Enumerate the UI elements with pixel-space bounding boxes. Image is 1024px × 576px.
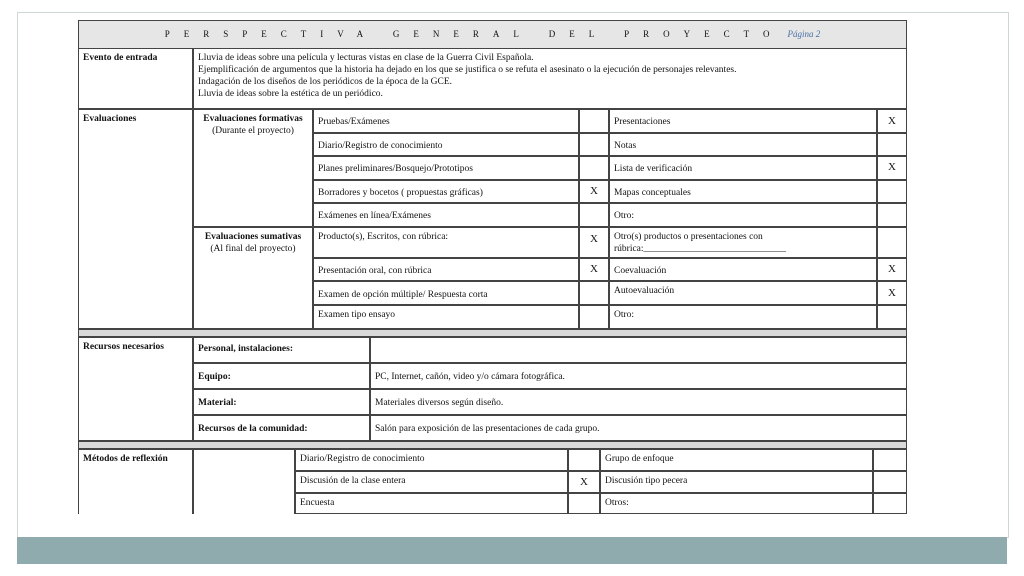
evento-line: Lluvia de ideas sobre la estética de un periódico. — [198, 89, 383, 99]
evento-line: Lluvia de ideas sobre una película y lecturas vistas en clase de la Guerra Civil Española. — [198, 53, 534, 63]
page-number: Página 2 — [787, 29, 821, 39]
sumativas-title: Evaluaciones sumativas — [204, 232, 302, 242]
metodos-check — [568, 449, 600, 471]
sumativas-check — [579, 281, 609, 305]
recursos-key: Personal, instalaciones: — [193, 337, 370, 363]
metodos-check — [873, 493, 907, 514]
sumativas-subtitle: (Al final del proyecto) — [210, 244, 296, 254]
formativas-check — [579, 203, 609, 227]
formativas-check — [877, 203, 907, 227]
sumativas-check — [877, 227, 907, 258]
metodos-spacer — [193, 449, 295, 514]
formativas-check: X — [579, 180, 609, 203]
metodos-item: Grupo de enfoque — [600, 449, 873, 471]
formativas-item: Diario/Registro de conocimiento — [313, 133, 579, 156]
formativas-heading — [193, 109, 313, 227]
evento-content — [193, 48, 907, 109]
sumativas-check: X — [877, 258, 907, 281]
metodos-check: X — [568, 471, 600, 493]
formativas-check — [579, 133, 609, 156]
metodos-label: Métodos de reflexión — [78, 449, 193, 514]
metodos-item: Encuesta — [295, 493, 568, 514]
metodos-check — [568, 493, 600, 514]
section-separator — [78, 329, 907, 337]
sumativas-item: Examen de opción múltiple/ Respuesta corta — [313, 281, 579, 305]
evaluaciones-label: Evaluaciones — [78, 109, 193, 329]
document-title: PERSPECTIVA GENERAL DEL PROYECTO — [164, 29, 784, 39]
formativas-check: X — [877, 156, 907, 180]
metodos-check — [873, 471, 907, 493]
recursos-value — [370, 337, 907, 363]
formativas-check — [877, 133, 907, 156]
metodos-item: Diario/Registro de conocimiento — [295, 449, 568, 471]
document-title-bar — [78, 20, 907, 49]
formativas-item: Presentaciones — [609, 109, 877, 133]
bottom-accent-bar — [17, 537, 1007, 564]
recursos-value: Salón para exposición de las presentaciones de cada grupo. — [370, 415, 907, 441]
formativas-subtitle: (Durante el proyecto) — [212, 126, 294, 136]
project-overview-document — [78, 20, 907, 514]
sumativas-check — [579, 305, 609, 329]
recursos-key: Recursos de la comunidad: — [193, 415, 370, 441]
metodos-check — [873, 449, 907, 471]
formativas-item: Planes preliminares/Bosquejo/Prototipos — [313, 156, 579, 180]
sumativas-item: Examen tipo ensayo — [313, 305, 579, 329]
sumativas-check: X — [579, 258, 609, 281]
formativas-item: Notas — [609, 133, 877, 156]
evento-label: Evento de entrada — [78, 48, 193, 109]
formativas-check: X — [877, 109, 907, 133]
evento-line: Indagación de los diseños de los periódicos de la época de la GCE. — [198, 77, 453, 87]
recursos-label: Recursos necesarios — [78, 337, 193, 441]
formativas-check — [877, 180, 907, 203]
metodos-item: Discusión de la clase entera — [295, 471, 568, 493]
sumativas-check: X — [579, 227, 609, 258]
sumativas-item: Producto(s), Escritos, con rúbrica: — [313, 227, 579, 258]
recursos-key: Equipo: — [193, 363, 370, 389]
formativas-item: Mapas conceptuales — [609, 180, 877, 203]
formativas-check — [579, 109, 609, 133]
sumativas-item: Autoevaluación — [609, 281, 877, 305]
evento-line: Ejemplificación de argumentos que la historia ha dejado en los que se justifica o se refuta el asesinato o la ejecución de personajes relevantes. — [198, 65, 737, 75]
formativas-item: Exámenes en línea/Exámenes — [313, 203, 579, 227]
formativas-check — [579, 156, 609, 180]
sumativas-item: Otro(s) productos o presentaciones con rúbrica:______________________________ — [609, 227, 877, 258]
recursos-value: PC, Internet, cañón, video y/o cámara fotográfica. — [370, 363, 907, 389]
recursos-key: Material: — [193, 389, 370, 415]
formativas-item: Pruebas/Exámenes — [313, 109, 579, 133]
sumativas-item: Otro: — [609, 305, 877, 329]
formativas-item: Otro: — [609, 203, 877, 227]
recursos-value: Materiales diversos según diseño. — [370, 389, 907, 415]
section-separator — [78, 441, 907, 449]
metodos-item: Discusión tipo pecera — [600, 471, 873, 493]
sumativas-item: Presentación oral, con rúbrica — [313, 258, 579, 281]
metodos-item: Otros: — [600, 493, 873, 514]
sumativas-heading — [193, 227, 313, 329]
formativas-item: Lista de verificación — [609, 156, 877, 180]
sumativas-check — [877, 305, 907, 329]
sumativas-check: X — [877, 281, 907, 305]
formativas-item: Borradores y bocetos ( propuestas gráficas) — [313, 180, 579, 203]
formativas-title: Evaluaciones formativas — [203, 114, 303, 124]
sumativas-item: Coevaluación — [609, 258, 877, 281]
